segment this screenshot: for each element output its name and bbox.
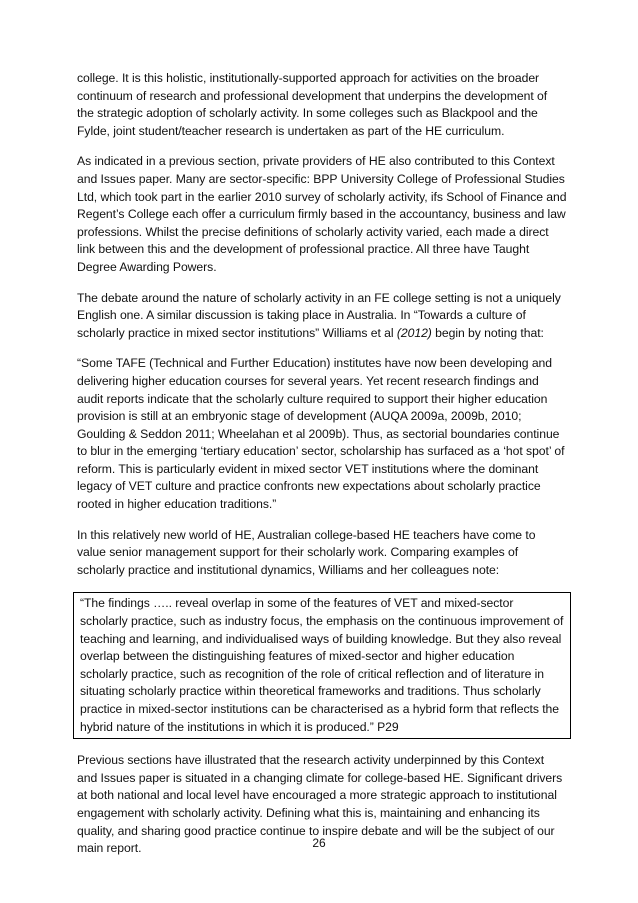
page-number: 26 bbox=[312, 836, 326, 850]
boxed-quote-findings bbox=[73, 592, 571, 739]
paragraph-australia-text: The debate around the nature of scholarly activity in an FE college setting is not a uniquely English one. A similar discussion is taking place in Australia. In “Towards a culture of scholarly practice in mixed sector institutions” Williams et al bbox=[77, 290, 561, 340]
paragraph-new-world-he: In this relatively new world of HE, Australian college-based HE teachers have come to value senior management support for their scholarly work. Comparing examples of scholarly practice and institutional dynamics, Williams and her colleagues note: bbox=[77, 527, 536, 577]
paragraph-australia-ending: begin by noting that: bbox=[431, 325, 544, 340]
paragraph-holistic-approach: college. It is this holistic, institutionally-supported approach for activities on the broader continuum of research and professional development that underpins the development of the strategic adoption of scholarly activity. In some colleges such as Blackpool and the Fylde, joint student/teacher research is undertaken as part of the HE curriculum. bbox=[77, 71, 548, 138]
citation-year: (2012) bbox=[396, 325, 432, 340]
paragraph-previous-sections: Previous sections have illustrated that the research activity underpinned by this Context and Issues paper is situated in a changing climate for college-based HE. Significant drivers at both national and local level have encouraged a more strategic approach to institutional engagement with scholarly activity. Defining what this is, maintaining and enhancing its quality, and sharing good practice continue to inspire debate and will be the subject of our main report. bbox=[77, 753, 563, 856]
quote-findings-text: “The findings ….. reveal overlap in some of the features of VET and mixed-sector scholarly practice, such as industry focus, the emphasis on the continuous improvement of teaching and learning, and individualised ways of building knowledge. But they also reveal overlap between the distinguishing features of mixed-sector and higher education scholarly practice, such as recognition of the role of critical reflection and of literature in situating scholarly practice within theoretical frameworks and traditions. Thus scholarly practice in mixed-sector institutions can be characterised as a hybrid form that reflects the hybrid nature of the institutions in which it is produced.” P29 bbox=[80, 596, 564, 734]
document-page bbox=[77, 70, 567, 871]
quote-tafe: “Some TAFE (Technical and Further Education) institutes have now been developing and delivering higher education courses for several years. Yet recent research findings and audit reports indicate that the scholarly culture required to support their higher education provision is still at an embryonic stage of development (AUQA 2009a, 2009b, 2010; Goulding & Seddon 2011; Wheelahan et al 2009b). Thus, as sectorial boundaries continue to blur in the emerging ‘tertiary education’ sector, scholarship has surfaced as a ‘hot spot’ of reform. This is particularly evident in mixed sector VET institutions where the dominant legacy of VET culture and practice confronts new expectations about scholarly practice rooted in higher education traditions.” bbox=[77, 356, 565, 512]
paragraph-private-providers: As indicated in a previous section, private providers of HE also contributed to this Context and Issues paper. Many are sector-specific: BPP University College of Professional Studies Ltd, which took part in the earlier 2010 survey of scholarly activity, ifs School of Finance and Regent’s College each offer a curriculum firmly based in the accountancy, business and law professions. Whilst the precise definitions of scholarly activity varied, each made a direct link between this and the development of professional practice. All three have Taught Degree Awarding Powers. bbox=[77, 154, 567, 274]
paragraph-australia-debate bbox=[77, 290, 567, 343]
